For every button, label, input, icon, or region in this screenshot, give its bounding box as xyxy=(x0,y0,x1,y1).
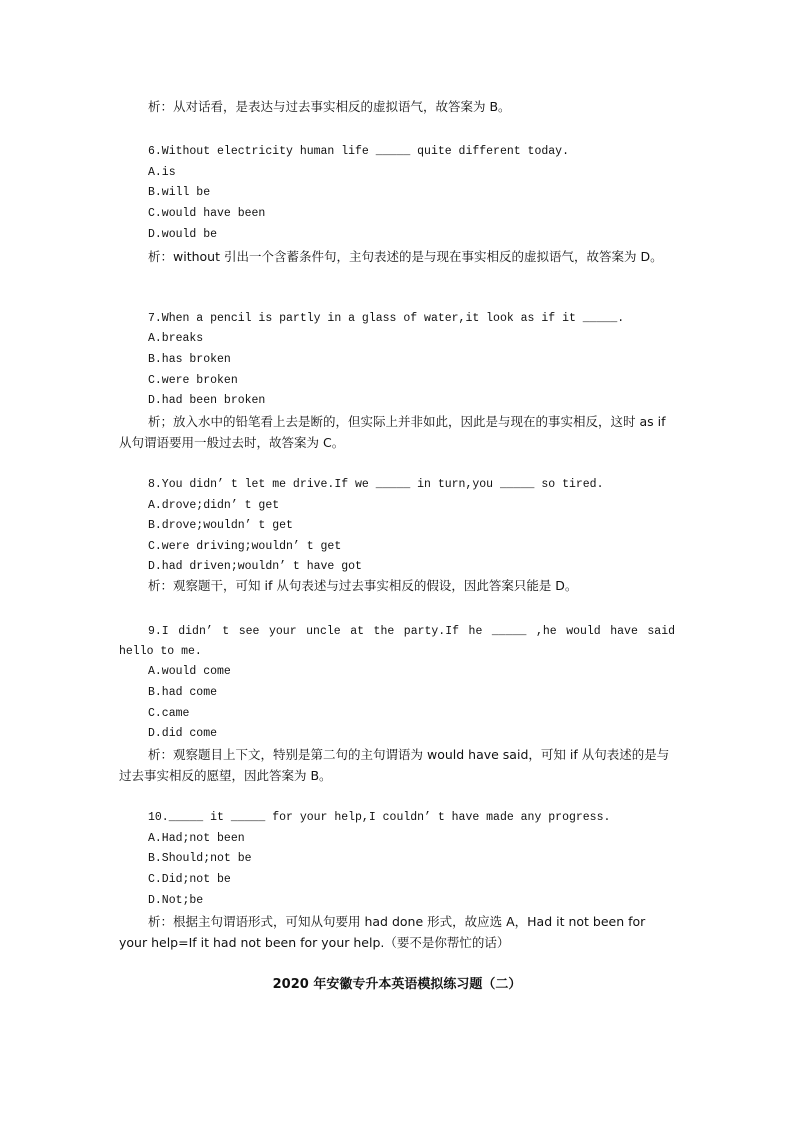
q8-option-c: C.were driving;wouldn’ t get xyxy=(148,540,342,553)
q7-option-c: C.were broken xyxy=(148,374,238,387)
q7-option-b: B.has broken xyxy=(148,353,231,366)
q6-option-a: A.is xyxy=(148,166,176,179)
section-title: 2020 年安徽专升本英语模拟练习题（二） xyxy=(272,977,522,992)
q9-option-d: D.did come xyxy=(148,727,218,740)
analysis-q7: 析；放入水中的铅笔看上去是断的，但实际上并非如此，因此是与现在的事实相反，这时 as if 从句谓语要用一般过去时，故答案为 C。 xyxy=(119,414,666,450)
q8-option-d: D.had driven;wouldn’ t have got xyxy=(148,560,362,573)
analysis-q10: 析：根据主句谓语形式，可知从句要用 had done 形式，故应选 A，Had it not been for your help=If it had not been for your help.（要不是你帮忙的话） xyxy=(119,914,646,950)
analysis-q6: 析：without 引出一个含蓄条件句，主句表述的是与现在事实相反的虚拟语气，故答案为 D。 xyxy=(148,249,663,264)
question-8: 8.You didn’ t let me drive.If we _____ in turn,you _____ so tired. xyxy=(148,478,604,491)
q6-option-b: B.will be xyxy=(148,186,211,199)
analysis-prev: 析：从对话看，是表达与过去事实相反的虚拟语气，故答案为 B。 xyxy=(148,99,511,114)
analysis-q8: 析：观察题干，可知 if 从句表述与过去事实相反的假设，因此答案只能是 D。 xyxy=(148,578,578,593)
q9-option-b: B.had come xyxy=(148,686,218,699)
q8-option-b: B.drove;wouldn’ t get xyxy=(148,519,293,532)
question-9: 9.I didn’ t see your uncle at the party.If he _____ ,he would have said hello to me. xyxy=(119,625,675,658)
q10-option-b: B.Should;not be xyxy=(148,852,252,865)
q8-option-a: A.drove;didn’ t get xyxy=(148,499,280,512)
q7-option-a: A.breaks xyxy=(148,332,204,345)
q7-option-d: D.had been broken xyxy=(148,394,266,407)
q6-option-c: C.would have been xyxy=(148,207,266,220)
question-6: 6.Without electricity human life _____ quite different today. xyxy=(148,145,569,158)
q6-option-d: D.would be xyxy=(148,228,218,241)
q9-option-c: C.came xyxy=(148,707,190,720)
q9-option-a: A.would come xyxy=(148,665,231,678)
q10-option-c: C.Did;not be xyxy=(148,873,231,886)
question-10: 10._____ it _____ for your help,I couldn’ t have made any progress. xyxy=(148,811,611,824)
analysis-q9: 析：观察题目上下文，特别是第二句的主句谓语为 would have said，可知 if 从句表述的是与过去事实相反的愿望，因此答案为 B。 xyxy=(119,747,670,783)
q10-option-d: D.Not;be xyxy=(148,894,204,907)
q10-option-a: A.Had;not been xyxy=(148,832,245,845)
question-7: 7.When a pencil is partly in a glass of water,it look as if it _____. xyxy=(148,312,625,325)
